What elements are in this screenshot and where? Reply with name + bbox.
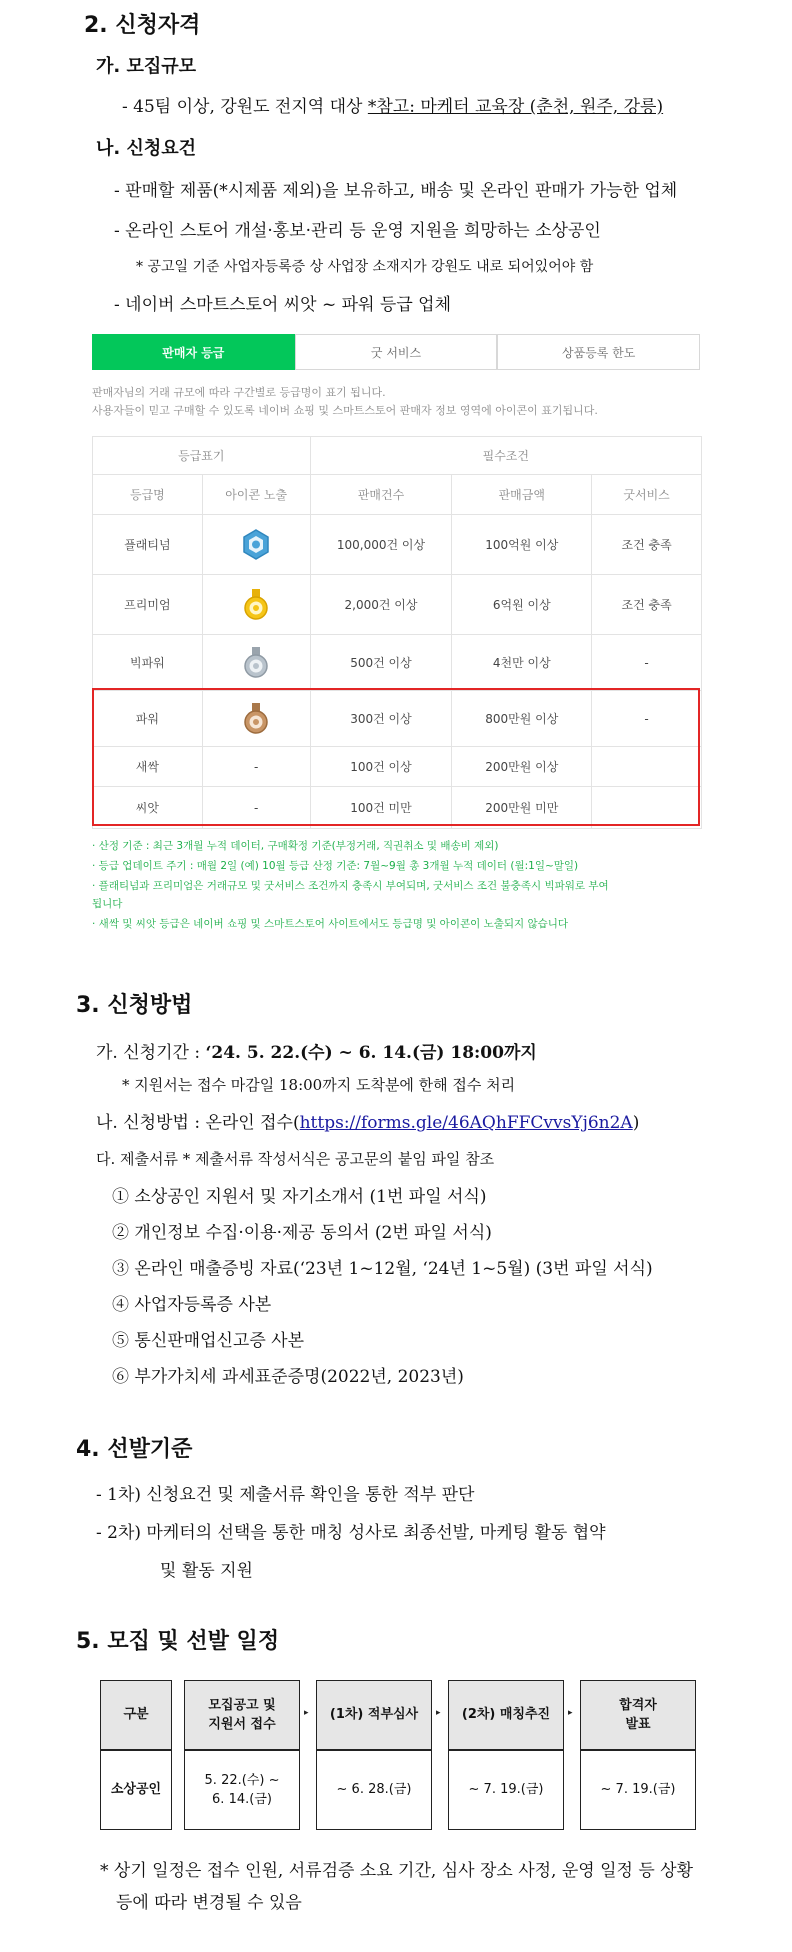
table-group-header bbox=[93, 437, 702, 475]
sales-count: 100건 이상 bbox=[310, 747, 452, 787]
sales-amount: 100억원 이상 bbox=[452, 515, 592, 575]
criteria-line-2-cont: 및 활동 지원 bbox=[160, 1561, 253, 1581]
document-item: ⑥ 부가가치세 과세표준증명(2022년, 2023년) bbox=[112, 1367, 464, 1387]
sales-amount: 200만원 미만 bbox=[452, 787, 592, 829]
sales-count: 300건 이상 bbox=[310, 691, 452, 747]
apply-period-label: 가. 신청기간 : bbox=[96, 1043, 206, 1063]
sales-amount: 800만원 이상 bbox=[452, 691, 592, 747]
grade-note-2: 사용자들이 믿고 구매할 수 있도록 네이버 쇼핑 및 스마트스토어 판매자 정보 영역에 아이콘이 표기됩니다. bbox=[92, 404, 598, 417]
good-service: 조건 충족 bbox=[592, 575, 702, 635]
apply-method-close: ) bbox=[632, 1113, 640, 1133]
requirement-3: - 네이버 스마트스토어 씨앗 ~ 파워 등급 업체 bbox=[114, 295, 451, 315]
apply-period bbox=[96, 1038, 537, 1063]
good-service: - bbox=[592, 691, 702, 747]
col-header: 판매건수 bbox=[310, 475, 452, 515]
premium-medal-icon bbox=[202, 575, 310, 635]
sales-count: 100건 미만 bbox=[310, 787, 452, 829]
col-header: 아이콘 노출 bbox=[202, 475, 310, 515]
apply-form-link[interactable]: https://forms.gle/46AQhFFCvvsYj6n2A bbox=[299, 1113, 633, 1133]
criteria-line-2: - 2차) 마케터의 선택을 통한 매칭 성사로 최종선발, 마케팅 활동 협약 bbox=[96, 1523, 606, 1543]
table-row bbox=[93, 575, 702, 635]
grade-name: 프리미엄 bbox=[93, 575, 203, 635]
icon-display: - bbox=[202, 747, 310, 787]
col-header: 굿서비스 bbox=[592, 475, 702, 515]
col-header: 판매금액 bbox=[452, 475, 592, 515]
grade-name: 파워 bbox=[93, 691, 203, 747]
table-row bbox=[93, 635, 702, 691]
recruit-scale-note: *참고: 마케터 교육장 (춘천, 원주, 강릉) bbox=[367, 97, 664, 117]
requirement-1: - 판매할 제품(*시제품 제외)을 보유하고, 배송 및 온라인 판매가 가능한 업체 bbox=[114, 181, 678, 201]
col-header: 등급명 bbox=[93, 475, 203, 515]
apply-method-label: 나. 신청방법 : 온라인 접수( bbox=[96, 1113, 300, 1133]
grade-footnote: 됩니다 bbox=[92, 898, 123, 910]
schedule-header: 모집공고 및 지원서 접수 bbox=[184, 1680, 300, 1750]
schedule-cell: 5. 22.(수) ~ 6. 14.(금) bbox=[184, 1750, 300, 1830]
table-row bbox=[93, 515, 702, 575]
bigpower-medal-icon bbox=[202, 635, 310, 691]
schedule-header: 구분 bbox=[100, 1680, 172, 1750]
apply-period-value: ‘24. 5. 22.(수) ~ 6. 14.(금) 18:00까지 bbox=[205, 1043, 537, 1063]
schedule-cell: ~ 7. 19.(금) bbox=[580, 1750, 696, 1830]
recruit-scale-text: - 45팀 이상, 강원도 전지역 대상 bbox=[122, 97, 368, 117]
schedule-header: (2차) 매칭추진 bbox=[448, 1680, 564, 1750]
arrow-right-icon: ▸ bbox=[568, 1708, 573, 1718]
schedule-header: 합격자 발표 bbox=[580, 1680, 696, 1750]
document-item: ④ 사업자등록증 사본 bbox=[112, 1295, 272, 1315]
section-2-title: 2. 신청자격 bbox=[84, 13, 201, 38]
schedule-cell: 소상공인 bbox=[100, 1750, 172, 1830]
sales-count: 100,000건 이상 bbox=[310, 515, 452, 575]
grade-tabs bbox=[92, 334, 700, 370]
schedule-note-1: * 상기 일정은 접수 인원, 서류검증 소요 기간, 심사 장소 사정, 운영 일정 등 상황 bbox=[100, 1861, 694, 1881]
document-item: ③ 온라인 매출증빙 자료(‘23년 1~12월, ‘24년 1~5월) (3번 파일 서식) bbox=[112, 1259, 653, 1279]
criteria-line-1: - 1차) 신청요건 및 제출서류 확인을 통한 적부 판단 bbox=[96, 1485, 475, 1505]
apply-method bbox=[96, 1108, 639, 1133]
grade-footnote: · 산정 기준 : 최근 3개월 누적 데이터, 구매확정 기준(부정거래, 직권취소 및 배송비 제외) bbox=[92, 840, 499, 852]
document-item: ① 소상공인 지원서 및 자기소개서 (1번 파일 서식) bbox=[112, 1187, 487, 1207]
highlight-box bbox=[92, 688, 700, 826]
section-3-title: 3. 신청방법 bbox=[76, 993, 193, 1018]
recruit-scale-line bbox=[122, 92, 663, 117]
sales-count: 2,000건 이상 bbox=[310, 575, 452, 635]
schedule-note-2: 등에 따라 변경될 수 있음 bbox=[116, 1893, 302, 1913]
tab-seller-grade[interactable]: 판매자 등급 bbox=[92, 334, 295, 370]
subsection-ga-title: 가. 모집규모 bbox=[96, 56, 197, 77]
document-item: ⑤ 통신판매업신고증 사본 bbox=[112, 1331, 305, 1351]
arrow-right-icon: ▸ bbox=[304, 1708, 309, 1718]
platinum-medal-icon bbox=[202, 515, 310, 575]
grade-note-1: 판매자님의 거래 규모에 따라 구간별로 등급명이 표기 됩니다. bbox=[92, 386, 386, 399]
documents-label: 다. 제출서류 * 제출서류 작성서식은 공고문의 붙임 파일 참조 bbox=[96, 1150, 495, 1168]
good-service: 조건 충족 bbox=[592, 515, 702, 575]
grade-name: 빅파워 bbox=[93, 635, 203, 691]
tab-good-service[interactable]: 굿 서비스 bbox=[295, 334, 498, 370]
group-header-conditions: 필수조건 bbox=[310, 437, 701, 475]
grade-name: 씨앗 bbox=[93, 787, 203, 829]
grade-name: 플래티넘 bbox=[93, 515, 203, 575]
icon-display: - bbox=[202, 787, 310, 829]
grade-name: 새싹 bbox=[93, 747, 203, 787]
group-header-grade: 등급표기 bbox=[93, 437, 311, 475]
schedule-cell: ~ 7. 19.(금) bbox=[448, 1750, 564, 1830]
document-item: ② 개인정보 수집·이용·제공 동의서 (2번 파일 서식) bbox=[112, 1223, 492, 1243]
section-5-title: 5. 모집 및 선발 일정 bbox=[76, 1629, 280, 1654]
schedule-cell: ~ 6. 28.(금) bbox=[316, 1750, 432, 1830]
good-service: - bbox=[592, 635, 702, 691]
section-4-title: 4. 선발기준 bbox=[76, 1437, 193, 1462]
sales-amount: 6억원 이상 bbox=[452, 575, 592, 635]
grade-footnote: · 새싹 및 씨앗 등급은 네이버 쇼핑 및 스마트스토어 사이트에서도 등급명 및 아이콘이 노출되지 않습니다 bbox=[92, 918, 569, 930]
subsection-na-title: 나. 신청요건 bbox=[96, 138, 197, 159]
table-header bbox=[93, 475, 702, 515]
requirement-2: - 온라인 스토어 개설·홍보·관리 등 운영 지원을 희망하는 소상공인 bbox=[114, 221, 601, 241]
requirement-2-note: * 공고일 기준 사업자등록증 상 사업장 소재지가 강원도 내로 되어있어야 함 bbox=[136, 259, 594, 275]
apply-period-note: * 지원서는 접수 마감일 18:00까지 도착분에 한해 접수 처리 bbox=[122, 1076, 516, 1094]
arrow-right-icon: ▸ bbox=[436, 1708, 441, 1718]
tab-product-limit[interactable]: 상품등록 한도 bbox=[497, 334, 700, 370]
grade-footnote: · 등급 업데이트 주기 : 매월 2일 (예) 10월 등급 산정 기준: 7월~9월 총 3개월 누적 데이터 (월:1일~말일) bbox=[92, 860, 579, 872]
schedule-header: (1차) 적부심사 bbox=[316, 1680, 432, 1750]
sales-amount: 4천만 이상 bbox=[452, 635, 592, 691]
sales-count: 500건 이상 bbox=[310, 635, 452, 691]
sales-amount: 200만원 이상 bbox=[452, 747, 592, 787]
grade-footnote: · 플래티넘과 프리미엄은 거래규모 및 굿서비스 조건까지 충족시 부여되며, 굿서비스 조건 불충족시 빅파워로 부여 bbox=[92, 880, 609, 892]
